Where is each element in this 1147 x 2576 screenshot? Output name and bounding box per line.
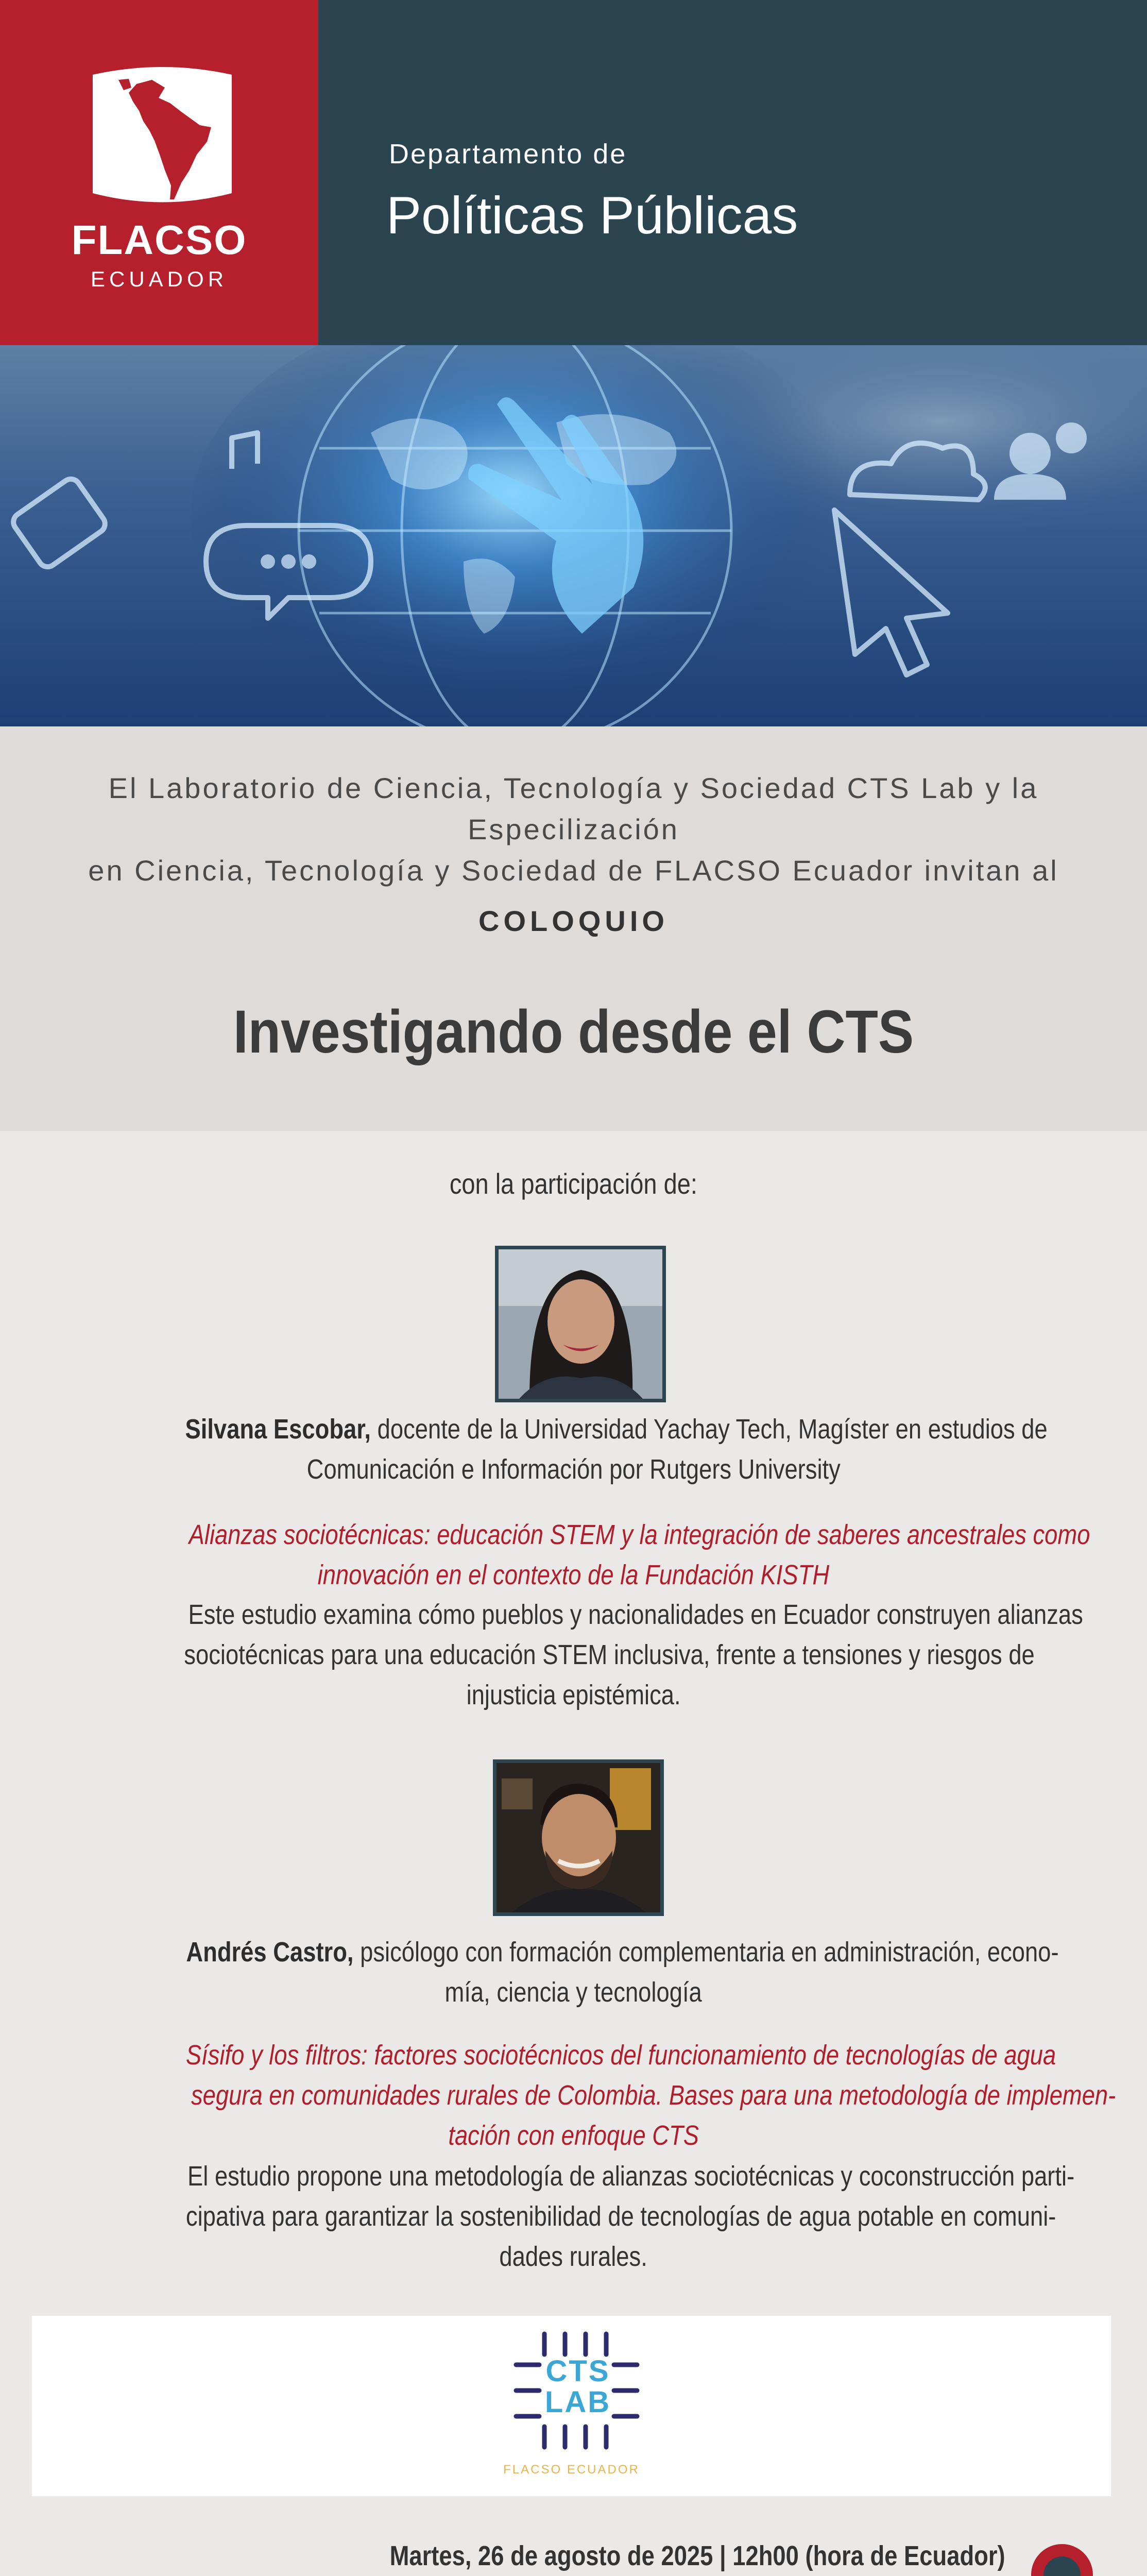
hero-image bbox=[0, 345, 1147, 726]
header bbox=[0, 0, 1147, 345]
cts-lab-line-1: CTS bbox=[545, 2354, 610, 2388]
speaker-2-talk-line-3: tación con enfoque CTS bbox=[448, 2120, 699, 2151]
speaker-2-bio-line-1: psicólogo con formación complementaria en administración, econo- bbox=[353, 1937, 1059, 1968]
participation-label bbox=[0, 1167, 1147, 1200]
logo-subtitle: ECUADOR bbox=[90, 267, 228, 291]
speaker-2-desc-line-2: cipativa para garantizar la sostenibilidad de tecnologías de agua potable en comuni- bbox=[185, 2201, 1056, 2232]
speaker-2-desc-line-1: El estudio propone una metodología de alianzas sociotécnicas y coconstrucción parti- bbox=[187, 2161, 1075, 2192]
speaker-1-desc-line-2: sociotécnicas para una educación STEM inclusiva, frente a tensiones y riesgos de bbox=[184, 1639, 1035, 1670]
speaker-1-talk-line-2: innovación en el contexto de la Fundación KISTH bbox=[317, 1560, 830, 1590]
intro-line-2: en Ciencia, Tecnología y Sociedad de FLACSO Ecuador invitan al bbox=[88, 854, 1059, 887]
speaker-1-talk-title bbox=[103, 1515, 1090, 1595]
speaker-2-talk-line-2: segura en comunidades rurales de Colombia. Bases para una metodología de implemen- bbox=[191, 2080, 1116, 2111]
speaker-1-name: Silvana Escobar, bbox=[185, 1414, 371, 1445]
intro-line-1: El Laboratorio de Ciencia, Tecnología y Sociedad CTS Lab y la Especilización bbox=[108, 772, 1039, 845]
department-label: Departamento de bbox=[389, 139, 627, 170]
cts-lab-subtitle: FLACSO ECUADOR bbox=[503, 2463, 640, 2477]
logo-wordmark: FLACSO bbox=[71, 217, 247, 263]
intro-section bbox=[0, 726, 1147, 1131]
speaker-photo-silvana bbox=[495, 1246, 666, 1402]
event-date-time bbox=[272, 2540, 1005, 2572]
event-title: Investigando desde el CTS bbox=[233, 998, 914, 1066]
flacso-logo bbox=[0, 0, 318, 345]
speaker-1-bio-line-2: Comunicación e Información por Rutgers University bbox=[306, 1454, 841, 1485]
speaker-1-desc-line-1: Este estudio examina cómo pueblos y nacionalidades en Ecuador construyen alianzas bbox=[188, 1599, 1083, 1630]
speaker-2-talk-line-1: Sísifo y los filtros: factores sociotécnicos del funcionamiento de tecnologías de agua bbox=[185, 2040, 1056, 2071]
event-date-time-text: Martes, 26 de agosto de 2025 | 12h00 (hora de Ecuador) bbox=[389, 2540, 1005, 2571]
department-panel bbox=[318, 0, 1147, 345]
speaker-photo-andres bbox=[493, 1759, 664, 1916]
speaker-2-desc-line-3: dades rurales. bbox=[499, 2241, 648, 2272]
speaker-1-talk-line-1: Alianzas sociotécnicas: educación STEM y la integración de saberes ancestrales como bbox=[189, 1519, 1090, 1550]
cts-lab-wordmark bbox=[539, 2356, 617, 2418]
speaker-1-desc-line-3: injusticia epistémica. bbox=[466, 1680, 681, 1710]
decorative-circle-icon bbox=[1031, 2544, 1093, 2576]
speaker-1-description bbox=[103, 1595, 1083, 1715]
speaker-portrait-2 bbox=[497, 1763, 660, 1912]
cts-lab-logo-panel bbox=[32, 2316, 1111, 2496]
latin-america-map-icon bbox=[88, 64, 237, 204]
speaker-2-bio-line-2: mía, ciencia y tecnología bbox=[444, 1977, 703, 2008]
speaker-1-bio-line-1: docente de la Universidad Yachay Tech, Magíster en estudios de bbox=[371, 1414, 1048, 1445]
speaker-2-description bbox=[103, 2156, 1075, 2277]
speaker-2-talk-title bbox=[103, 2035, 1116, 2156]
hero-illustration bbox=[0, 345, 1147, 726]
speaker-portrait-1 bbox=[499, 1249, 662, 1399]
participation-text: con la participación de: bbox=[449, 1167, 698, 1200]
event-type-label: COLOQUIO bbox=[478, 905, 669, 937]
speaker-2-name: Andrés Castro, bbox=[186, 1937, 354, 1968]
speaker-1-bio bbox=[103, 1409, 1048, 1489]
speaker-2-bio bbox=[103, 1932, 1059, 2012]
intro-text bbox=[31, 768, 1116, 891]
cts-lab-line-2: LAB bbox=[544, 2385, 611, 2419]
department-name: Políticas Públicas bbox=[386, 186, 798, 245]
decorative-circle-inner bbox=[1043, 2556, 1081, 2576]
